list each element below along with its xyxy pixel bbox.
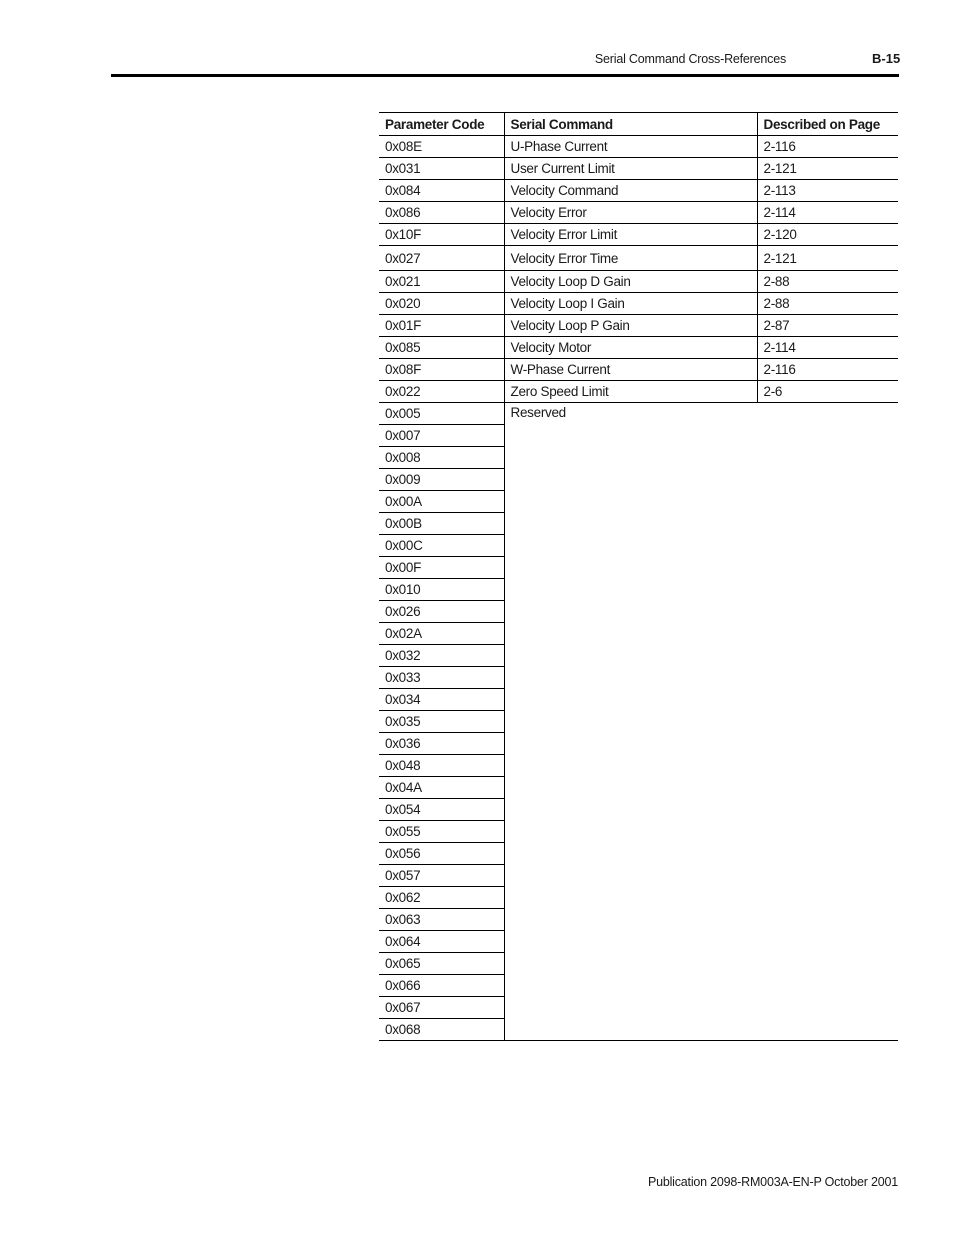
page-reference-cell: 2-87 (757, 315, 898, 337)
table-row (379, 293, 898, 315)
parameter-code-cell: 0x008 (379, 447, 504, 469)
parameter-code-cell: 0x031 (379, 158, 504, 180)
parameter-code-cell: 0x055 (379, 821, 504, 843)
page-reference-cell: 2-120 (757, 224, 898, 246)
serial-command-cell: Zero Speed Limit (504, 381, 757, 403)
table-row (379, 381, 898, 403)
parameter-code-cell: 0x00C (379, 535, 504, 557)
parameter-code-cell: 0x032 (379, 645, 504, 667)
parameter-code-cell: 0x066 (379, 975, 504, 997)
parameter-code-cell: 0x04A (379, 777, 504, 799)
parameter-code-cell: 0x10F (379, 224, 504, 246)
serial-command-cell: Velocity Motor (504, 337, 757, 359)
page-reference-cell: 2-113 (757, 180, 898, 202)
page-reference-cell: 2-88 (757, 271, 898, 293)
parameter-code-cell: 0x08E (379, 136, 504, 158)
page-reference-cell: 2-114 (757, 202, 898, 224)
parameter-code-cell: 0x056 (379, 843, 504, 865)
page-reference-cell: 2-6 (757, 381, 898, 403)
serial-command-cell: Velocity Error Time (504, 246, 757, 271)
table-row (379, 202, 898, 224)
parameter-code-cell: 0x035 (379, 711, 504, 733)
table-row (379, 337, 898, 359)
serial-command-cell: Velocity Loop P Gain (504, 315, 757, 337)
page-reference-cell: 2-121 (757, 158, 898, 180)
serial-command-cell: Velocity Command (504, 180, 757, 202)
table-row (379, 246, 898, 271)
page-reference-cell: 2-114 (757, 337, 898, 359)
header-divider (111, 74, 899, 77)
serial-command-cell: Velocity Error Limit (504, 224, 757, 246)
table-row (379, 158, 898, 180)
parameter-code-cell: 0x00F (379, 557, 504, 579)
parameter-code-cell: 0x048 (379, 755, 504, 777)
serial-command-cell: Velocity Loop D Gain (504, 271, 757, 293)
parameter-code-cell: 0x034 (379, 689, 504, 711)
table-row (379, 224, 898, 246)
page-number: B-15 (872, 51, 901, 66)
table-row (379, 359, 898, 381)
page-reference-cell: 2-116 (757, 136, 898, 158)
table-row (379, 315, 898, 337)
parameter-code-cell: 0x020 (379, 293, 504, 315)
serial-command-cell: W-Phase Current (504, 359, 757, 381)
column-header-described-on-page: Described on Page (757, 113, 898, 136)
parameter-code-cell: 0x021 (379, 271, 504, 293)
parameter-code-cell: 0x063 (379, 909, 504, 931)
parameter-code-cell: 0x054 (379, 799, 504, 821)
serial-command-cell: Velocity Loop I Gain (504, 293, 757, 315)
table-row (379, 271, 898, 293)
parameter-code-cell: 0x010 (379, 579, 504, 601)
page-reference-cell: 2-88 (757, 293, 898, 315)
parameter-code-cell: 0x067 (379, 997, 504, 1019)
reserved-cell: Reserved (504, 403, 898, 1041)
table-row (379, 180, 898, 202)
column-header-serial-command: Serial Command (504, 113, 757, 136)
parameter-code-cell: 0x027 (379, 246, 504, 271)
parameter-code-cell: 0x026 (379, 601, 504, 623)
parameter-code-cell: 0x00B (379, 513, 504, 535)
table-row (379, 136, 898, 158)
serial-command-cell: Velocity Error (504, 202, 757, 224)
parameter-code-cell: 0x01F (379, 315, 504, 337)
parameter-code-cell: 0x057 (379, 865, 504, 887)
serial-command-cell: User Current Limit (504, 158, 757, 180)
parameter-code-cell: 0x068 (379, 1019, 504, 1041)
parameter-code-cell: 0x007 (379, 425, 504, 447)
parameter-code-cell: 0x036 (379, 733, 504, 755)
parameter-code-cell: 0x064 (379, 931, 504, 953)
serial-command-cell: U-Phase Current (504, 136, 757, 158)
page-reference-cell: 2-121 (757, 246, 898, 271)
table-body (379, 136, 898, 1041)
parameter-code-cell: 0x00A (379, 491, 504, 513)
column-header-parameter-code: Parameter Code (379, 113, 504, 136)
page-reference-cell: 2-116 (757, 359, 898, 381)
cross-reference-table (379, 112, 898, 1041)
running-header-title: Serial Command Cross-References (594, 52, 786, 66)
parameter-code-cell: 0x009 (379, 469, 504, 491)
parameter-code-cell: 0x062 (379, 887, 504, 909)
parameter-code-cell: 0x02A (379, 623, 504, 645)
parameter-code-cell: 0x086 (379, 202, 504, 224)
parameter-code-cell: 0x085 (379, 337, 504, 359)
parameter-code-cell: 0x084 (379, 180, 504, 202)
table-header-row (379, 113, 898, 136)
parameter-code-cell: 0x065 (379, 953, 504, 975)
parameter-code-cell: 0x005 (379, 403, 504, 425)
parameter-code-cell: 0x08F (379, 359, 504, 381)
parameter-code-cell: 0x022 (379, 381, 504, 403)
parameter-code-cell: 0x033 (379, 667, 504, 689)
reserved-row (379, 403, 898, 425)
publication-footer: Publication 2098-RM003A-EN-P October 2001 (647, 1175, 898, 1189)
